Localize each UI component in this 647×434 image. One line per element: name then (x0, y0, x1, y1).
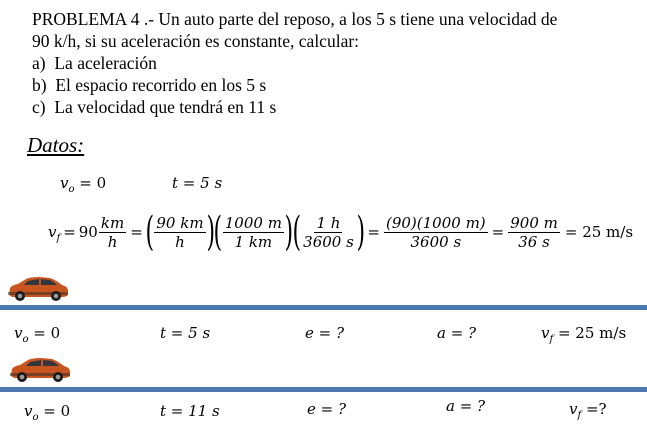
velocity-conversion-equation: $v_f$ = 90 $\frac{km}{h}$ = ( $\frac{90 km}{h}$ ) ( $\frac{1000 m}{1 km}$ ) ( $\frac{1 h}{3600 s}$ ) = $\frac{(90)(1000 m)}{3600 s}$ = $\frac{900 m}{36 s}$ = 25 m/s (48, 209, 634, 255)
row2-acceleration: a = ? (446, 397, 486, 415)
row2-initial-velocity: $v_o = 0$ (24, 402, 71, 423)
problem-line-1: PROBLEMA 4 .- Un auto parte del reposo, a los 5 s tiene una velocidad de (32, 9, 558, 29)
given-initial-velocity: $v_o = 0$ (60, 174, 107, 195)
row1-final-velocity: $v_f = 25$ m/s (541, 324, 627, 345)
row2-time: t = 11 s (160, 402, 220, 420)
row2-distance: e = ? (307, 400, 347, 418)
datos-heading: Datos: (27, 133, 85, 157)
problem-item-b: b) El espacio recorrido en los 5 s (32, 75, 267, 95)
car-icon (8, 357, 72, 383)
row1-initial-velocity: $v_o = 0$ (14, 324, 61, 345)
row1-acceleration: a = ? (437, 324, 477, 342)
road-divider-2 (0, 387, 647, 392)
fraction-900m-36s: $\frac{900 m}{36 s}$ (510, 213, 558, 251)
eq-lhs: $v_f$ (48, 223, 61, 244)
row2-final-velocity: $v_f$ =? (569, 400, 607, 421)
fraction-90km-h: $\frac{90 km}{h}$ (156, 213, 204, 251)
row1-distance: e = ? (305, 324, 345, 342)
fraction-km-h: $\frac{km}{h}$ (100, 213, 125, 251)
row1-time: t = 5 s (160, 324, 211, 342)
problem-item-a: a) La aceleración (32, 53, 157, 73)
problem-line-2: 90 k/h, si su aceleración es constante, calcular: (32, 31, 360, 51)
car-icon (6, 276, 70, 302)
eq-result: = 25 m/s (564, 223, 634, 241)
fraction-1000m-1km: $\frac{1000 m}{1 km}$ (224, 213, 282, 251)
fraction-1h-3600s: $\frac{1 h}{3600 s}$ (303, 213, 354, 251)
problem-item-c: c) La velocidad que tendrá en 11 s (32, 97, 277, 117)
fraction-product: $\frac{(90)(1000 m)}{3600 s}$ (385, 213, 486, 251)
given-time: t = 5 s (172, 174, 223, 192)
road-divider-1 (0, 305, 647, 310)
problem-statement (32, 8, 557, 118)
